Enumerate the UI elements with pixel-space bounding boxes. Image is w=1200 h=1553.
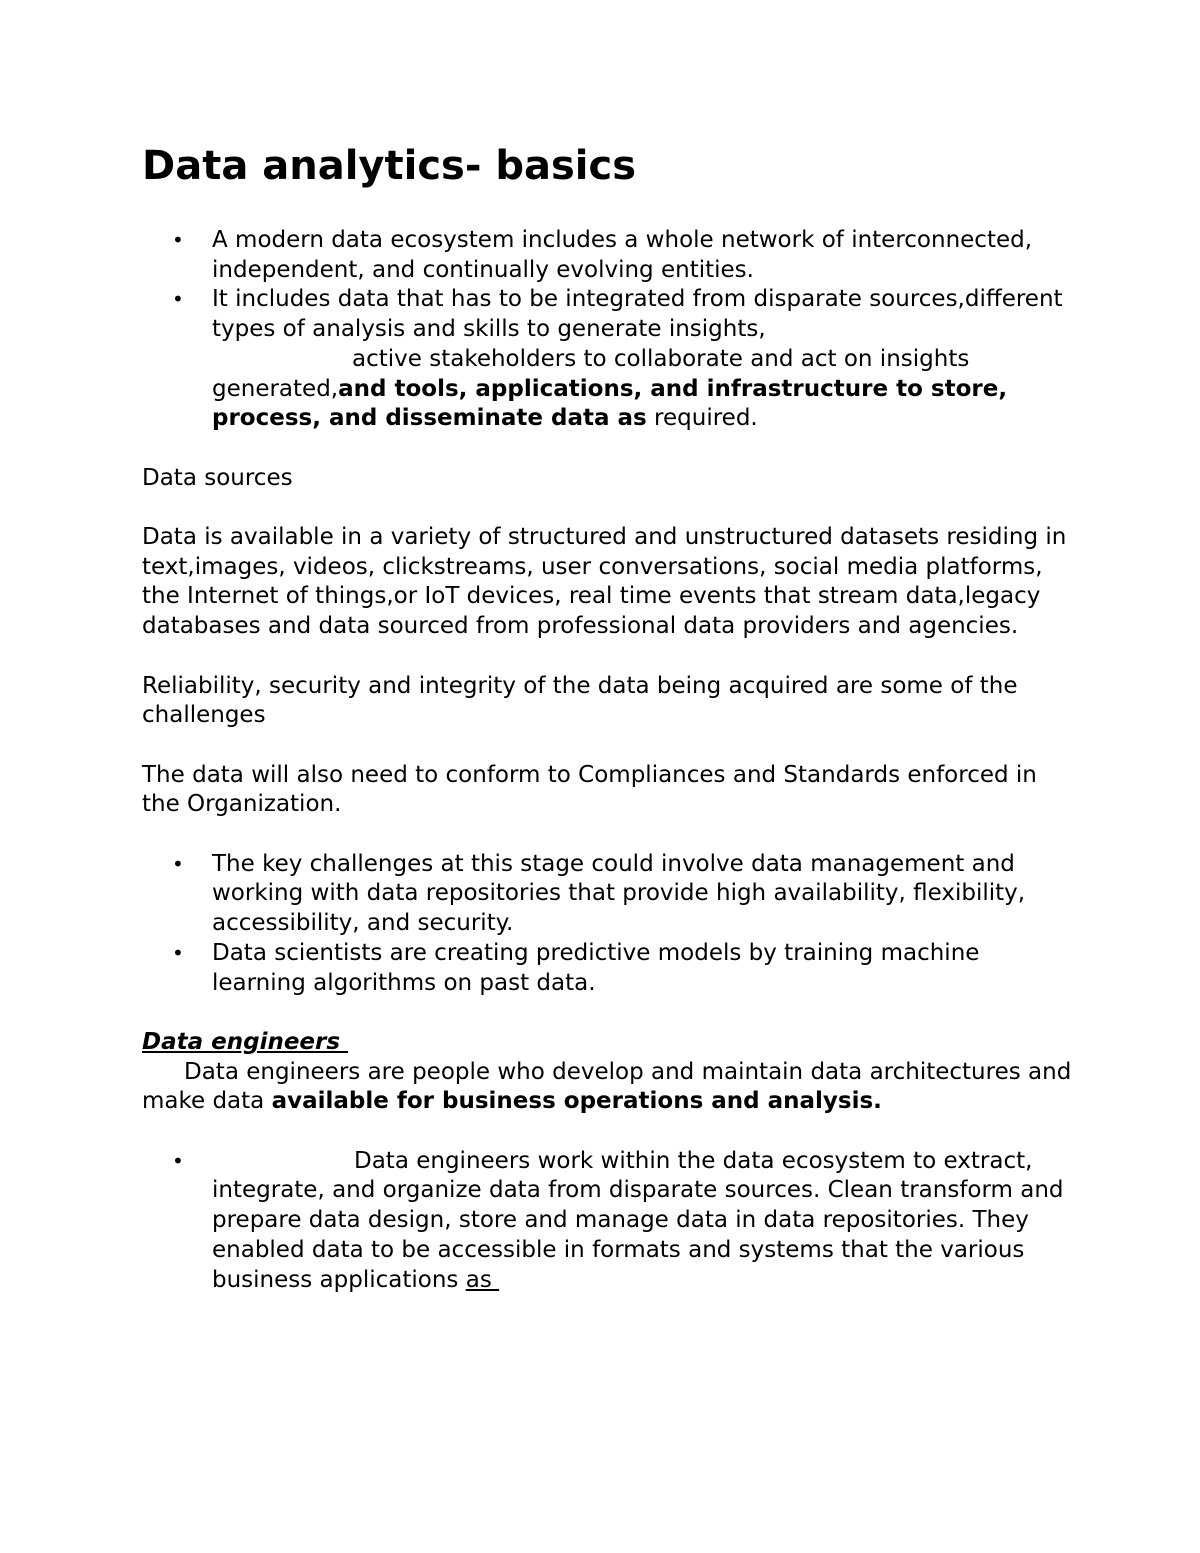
section-heading-data-sources: Data sources [142,464,293,491]
bullet-text-underlined: as [465,1266,500,1293]
list-item [142,285,1072,434]
engineer-bullet-list [142,1147,1072,1296]
bullet-text-indented: active stakeholders to collaborate and act on insights generated, [212,345,970,402]
bullet-text: It includes data that has to be integrated from disparate sources,different types of analysis and skills to generate insights, [212,286,1063,343]
bullet-text: Data scientists are creating predictive models by training machine learning algorithms on past data. [212,939,980,996]
intro-bullet-list [142,226,1072,434]
bullet-text: Data engineers work within the data ecosystem to extract, integrate, and organize data from disparate sources. Clean transform and prepare data design, store and manage data in data repositories. They enabled data to be accessible in formats and systems that the various business applications [212,1147,1064,1293]
page-title: Data analytics- basics [142,143,637,189]
document-body [142,140,1072,1295]
bullet-text-tail: required. [646,405,758,432]
paragraph: The data will also need to conform to Compliances and Standards enforced in the Organization. [142,761,1037,818]
paragraph: Reliability, security and integrity of the data being acquired are some of the challenges [142,672,1018,729]
paragraph-text: Data engineers are people who develop and maintain data architectures and make data [142,1058,1072,1115]
section-heading-data-engineers: Data engineers [142,1028,349,1055]
bullet-text-bold: and tools, applications, and infrastructure to store, process, and disseminate data as [212,375,1008,432]
list-item [142,939,1072,998]
list-item [142,850,1072,939]
list-item [142,1147,1072,1296]
list-item [142,226,1072,285]
bullet-text: A modern data ecosystem includes a whole network of interconnected, independent, and continually evolving entities. [212,227,1033,283]
bullet-text: The key challenges at this stage could involve data management and working with data repositories that provide high availability, flexibility, accessibility, and security. [212,850,1026,937]
paragraph-text-bold: available for business operations and analysis. [271,1088,882,1115]
challenge-bullet-list [142,850,1072,999]
paragraph [142,1058,1072,1117]
paragraph: Data is available in a variety of structured and unstructured datasets residing in text,images, videos, clickstreams, user conversations, social media platforms, the Internet of things,or IoT devices, real time events that stream data,legacy databases and data sourced from professional data providers and agencies. [142,524,1067,640]
